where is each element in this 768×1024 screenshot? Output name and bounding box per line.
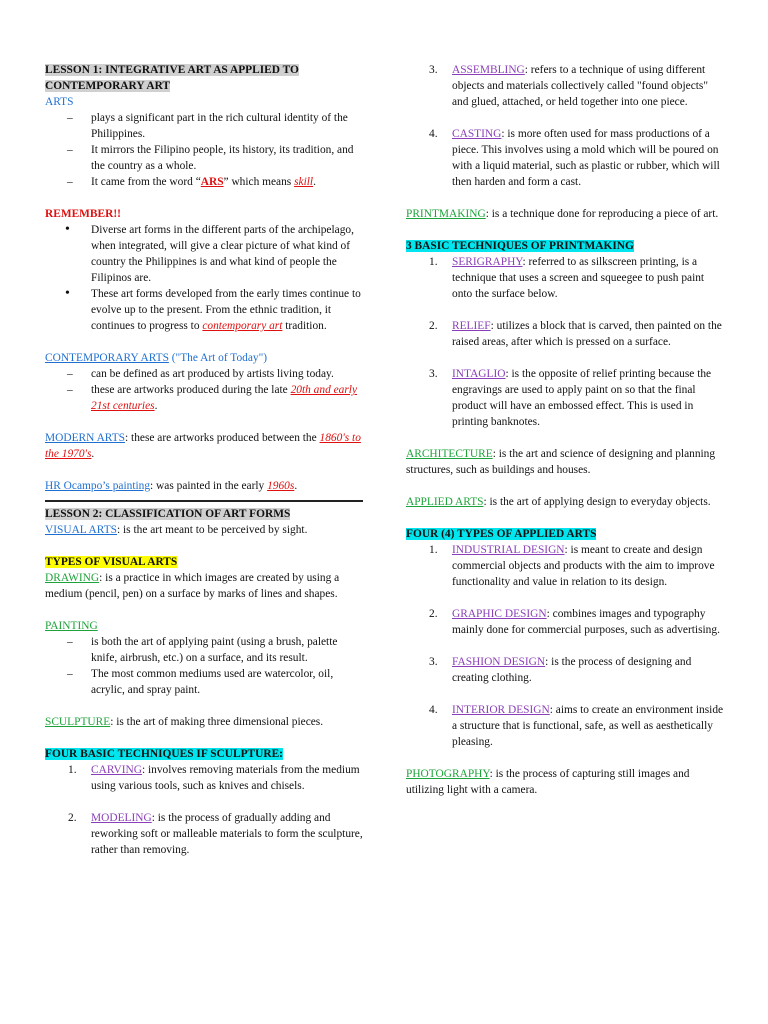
list-item: • Diverse art forms in the different parts of the archipelago, when integrated, will give a clear picture of what kind of country the Philippines is and what kind of people the Filipinos are.	[65, 222, 354, 284]
list-item: – The most common mediums used are watercolor, oil, acrylic, and spray paint.	[67, 668, 334, 696]
printmaking-techniques-heading: 3 BASIC TECHNIQUES OF PRINTMAKING	[406, 240, 634, 252]
list-item: 1. SERIGRAPHY: referred to as silkscreen printing, is a technique that uses a screen and squeegee to push paint onto the surface below.	[429, 256, 705, 300]
remember-heading: REMEMBER!!	[45, 208, 121, 220]
remember-list	[45, 222, 363, 334]
list-item: 4. INTERIOR DESIGN: aims to create an environment inside a structure that is functional, safe, as well as aesthetically pleasing.	[429, 704, 724, 748]
applied-arts-types-list	[406, 542, 724, 750]
lesson1-heading: LESSON 1: INTEGRATIVE ART AS APPLIED TO CONTEMPORARY ART	[45, 64, 299, 92]
list-item: – It came from the word “ARS” which means skill.	[67, 176, 316, 188]
arts-list	[45, 110, 363, 190]
lesson2-heading: LESSON 2: CLASSIFICATION OF ART FORMS	[45, 508, 291, 520]
left-column	[45, 62, 363, 858]
list-item: 2. MODELING: is the process of gradually adding and reworking soft or malleable materials to form the sculpture, rather than removing.	[68, 812, 363, 856]
visual-arts-definition: VISUAL ARTS: is the art meant to be perceived by sight.	[45, 524, 308, 536]
right-column	[406, 62, 724, 798]
applied-arts-definition: APPLIED ARTS: is the art of applying design to everyday objects.	[406, 496, 711, 508]
photography-definition: PHOTOGRAPHY: is the process of capturing still images and utilizing light with a camera.	[406, 768, 690, 796]
sculpture-techniques-list	[45, 762, 363, 858]
sculpture-definition: SCULPTURE: is the art of making three dimensional pieces.	[45, 716, 324, 728]
contemporary-heading: CONTEMPORARY ARTS ("The Art of Today")	[45, 352, 268, 364]
painting-list	[45, 634, 363, 698]
list-item: • These art forms developed from the early times continue to evolve up to the present. From the ethnic tradition, it continues to progress to contemporary art tradition.	[65, 286, 361, 332]
list-item: – these are artworks produced during the late 20th and early 21st centuries.	[67, 384, 358, 412]
section-divider	[45, 500, 363, 502]
list-item: 2. RELIEF: utilizes a block that is carved, then painted on the raised areas, after which is pressed on a surface.	[429, 320, 722, 348]
list-item: 3. ASSEMBLING: refers to a technique of using different objects and materials collectively called "found objects" and glued, attached, or held together into one piece.	[429, 64, 709, 108]
list-item: 2. GRAPHIC DESIGN: combines images and typography mainly done for commercial purposes, such as advertising.	[429, 608, 720, 636]
drawing-definition: DRAWING: is a practice in which images are created by using a medium (pencil, pen) on a surface by marks of lines and shapes.	[45, 572, 340, 600]
architecture-definition: ARCHITECTURE: is the art and science of designing and planning structures, such as buildings and houses.	[406, 448, 716, 476]
modern-arts-definition: MODERN ARTS: these are artworks produced between the 1860's to the 1970's.	[45, 432, 361, 460]
printmaking-definition: PRINTMAKING: is a technique done for reproducing a piece of art.	[406, 208, 719, 220]
ocampo-definition: HR Ocampo’s painting: was painted in the early 1960s.	[45, 480, 298, 492]
contemporary-list	[45, 366, 363, 414]
list-item: 1. CARVING: involves removing materials from the medium using various tools, such as knives and chisels.	[68, 764, 360, 792]
applied-arts-types-heading: FOUR (4) TYPES OF APPLIED ARTS	[406, 528, 597, 540]
list-item: 3. FASHION DESIGN: is the process of designing and creating clothing.	[429, 656, 692, 684]
list-item: 4. CASTING: is more often used for mass productions of a piece. This involves using a mold which will be poured on with a liquid material, such as plastic or rubber, which will then harden and form a cast.	[429, 128, 720, 188]
painting-label: PAINTING	[45, 620, 98, 632]
list-item: 3. INTAGLIO: is the opposite of relief printing because the engravings are used to apply paint on so that the final product will have an embossed effect. This is used in printing banknotes.	[429, 368, 712, 428]
types-visual-arts-heading: TYPES OF VISUAL ARTS	[45, 556, 178, 568]
list-item: – is both the art of applying paint (using a brush, palette knife, airbrush, etc.) on a surface, and its result.	[67, 636, 338, 664]
list-item: – can be defined as art produced by artists living today.	[67, 368, 334, 380]
printmaking-techniques-list	[406, 254, 724, 430]
sculpture-techniques-heading: FOUR BASIC TECHNIQUES IF SCULPTURE:	[45, 748, 283, 760]
list-item: 1. INDUSTRIAL DESIGN: is meant to create and design commercial objects and products with the aim to improve functionality and value in relation to its design.	[429, 544, 715, 588]
list-item: – plays a significant part in the rich cultural identity of the Philippines.	[67, 112, 348, 140]
list-item: – It mirrors the Filipino people, its history, its tradition, and the country as a whole.	[67, 144, 354, 172]
arts-label: ARTS	[45, 96, 74, 108]
sculpture-techniques-list-continued	[406, 62, 724, 190]
